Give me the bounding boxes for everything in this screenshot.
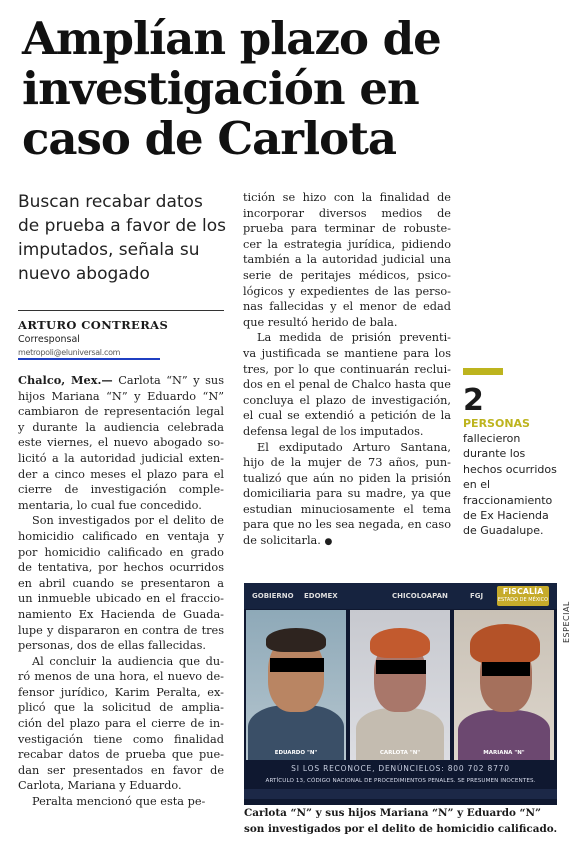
headline-line: Amplían plazo de <box>22 12 441 65</box>
subhead-line: nuevo abogado <box>18 264 150 284</box>
report-hotline: SI LOS RECONOCE, DENÚNCIELOS: 800 702 8770 <box>291 764 510 773</box>
dateline: Chalco, Mex.— <box>18 373 113 387</box>
subhead-line: imputados, señala su <box>18 240 200 260</box>
logo-gobierno: GOBIERNO <box>252 592 294 600</box>
article-line: va justificada se mantiene para los <box>243 346 451 360</box>
article-line: un inmueble ubicado en el fraccio- <box>18 592 224 606</box>
article-line: el cual se extendió a petición de la <box>243 409 451 423</box>
article-line: lupe y dispararon en contra de tres <box>18 623 224 637</box>
photo-caption: Carlota “N” y sus hijos Mariana “N” y Eduardo “N” son investigados por el delito de homicidio calificado. <box>244 807 558 835</box>
article-column-2 <box>243 190 451 551</box>
article-column-1 <box>18 373 224 810</box>
article-line: para que no les sea negada, en caso <box>243 518 451 532</box>
article-line: Carlota, Mariana y Eduardo. <box>18 779 182 793</box>
suspect-photo-eduardo <box>246 610 346 760</box>
article-line: tualizó que aún no piden la prisión <box>243 471 451 485</box>
article-paragraph <box>243 440 451 551</box>
article-line: dos en el penal de Chalco hasta que <box>243 378 451 392</box>
article-line: de solicitarla. ● <box>243 534 333 548</box>
article-line: La medida de prisión preventi- <box>257 331 451 345</box>
article-line: Chalco, Mex.— Carlota “N” y sus <box>18 373 225 387</box>
article-line: lógicos y expedientes de las perso- <box>243 284 451 298</box>
suspect-name: CARLOTA "N" <box>379 750 421 756</box>
section-label: ESPECIAL <box>562 601 571 643</box>
logo-fgj: FGJ <box>470 592 484 600</box>
article-line: defensa legal de los imputados. <box>243 424 424 438</box>
article-line: namiento Ex Hacienda de Guada- <box>18 607 224 621</box>
end-of-article-mark: ● <box>324 537 333 548</box>
article-line: cer la estrategia jurídica, pidiendo <box>243 237 451 251</box>
article-line: por homicidio calificado en grado <box>18 545 224 559</box>
article-line: plicó que la solicitud de amplia- <box>18 701 224 715</box>
sidebar-text: fallecieron durante los hechos ocurridos en el fraccionamiento de Ex Hacienda de Guadalupe. <box>463 432 557 538</box>
suspect-photo-mariana <box>454 610 554 760</box>
subheadline <box>18 190 228 286</box>
article-line: domiciliaria para su madre, ya que <box>243 487 451 501</box>
article-line: de tentativa, por hechos ocurridos <box>18 561 224 575</box>
article-line: estudian minuciosamente el tema <box>243 502 451 516</box>
sidebar-accent-bar <box>463 368 503 375</box>
author-role: Corresponsal <box>18 334 80 345</box>
article-paragraph <box>18 654 224 794</box>
article-line: fensor jurídico, Karim Peralta, ex- <box>18 685 224 699</box>
article-line: nas fallecidas y el menor de edad <box>243 300 451 314</box>
suspect-photo-carlota <box>350 610 450 760</box>
agency-logos <box>244 583 557 609</box>
headline-line: caso de Carlota <box>22 112 397 165</box>
article-line: Peralta mencionó que esta pe- <box>32 795 206 809</box>
legal-notice-strip <box>244 789 557 799</box>
article-line: tres, por lo que continuarán reclui- <box>243 362 451 376</box>
logo-fiscalia: FISCALÍA ESTADO DE MÉXICO <box>497 586 549 606</box>
byline-divider <box>18 310 224 311</box>
headline <box>22 14 572 164</box>
subhead-line: Buscan recabar datos <box>18 192 203 212</box>
logo-edomex: EDOMEX <box>304 592 338 600</box>
article-paragraph <box>18 513 224 653</box>
article-line: der a cinco meses el plazo para el <box>18 467 224 481</box>
article-line: dan ser presentados en favor de <box>18 763 224 777</box>
article-line: concluya el plazo de investigación, <box>243 393 451 407</box>
article-line: vestigación tiene como finalidad <box>18 732 224 746</box>
data-sidebar <box>463 368 583 539</box>
article-line: hijos Mariana “N” y Eduardo “N” <box>18 389 224 403</box>
author-email-link[interactable]: metropoli@eluniversal.com <box>18 348 121 357</box>
sidebar-label: PERSONAS <box>463 417 530 430</box>
article-paragraph <box>18 794 224 810</box>
article-paragraph <box>243 330 451 439</box>
article-line: ción del plazo para el cierre de in- <box>18 717 224 731</box>
logo-chicoloapan: CHICOLOAPAN <box>392 592 448 600</box>
suspects-photo <box>244 583 557 805</box>
article-paragraph <box>18 373 224 513</box>
sidebar-number: 2 <box>463 383 484 418</box>
article-line: licitó a la autoridad judicial exten- <box>18 451 224 465</box>
article-line: y durante la audiencia celebrada <box>18 420 224 434</box>
article-line: Son investigados por el delito de <box>32 514 224 528</box>
article-line: en abril cuando se presentaron a <box>18 576 224 590</box>
article-line: mentaria, lo cual fue concedido. <box>18 498 202 512</box>
article-line: ró menos de una hora, el nuevo de- <box>18 670 224 684</box>
article-line: incorporar diversos medios de <box>243 206 451 220</box>
suspect-name: EDUARDO "N" <box>274 750 318 756</box>
suspect-name: MARIANA "N" <box>483 750 525 756</box>
article-line: tición se hizo con la finalidad de <box>243 191 451 204</box>
article-line: que resultó herido de bala. <box>243 315 398 329</box>
article-line: personas, dos de ellas fallecidas. <box>18 639 206 653</box>
email-underline <box>18 358 160 360</box>
article-line: El exdiputado Arturo Santana, <box>257 440 451 454</box>
headline-line: investigación en <box>22 62 419 115</box>
article-paragraph <box>243 190 451 330</box>
legal-notice: ARTÍCULO 13, CÓDIGO NACIONAL DE PROCEDIMIENTOS PENALES. SE PRESUMEN INOCENTES. <box>265 778 536 784</box>
article-line: serie de peritajes médicos, psico- <box>243 268 451 282</box>
article-line: también a la autoridad judicial una <box>243 253 451 267</box>
article-line: este viernes, el nuevo abogado so- <box>18 436 224 450</box>
article-line: cambiaron de representación legal <box>18 405 224 419</box>
author-name: ARTURO CONTRERAS <box>18 318 169 332</box>
article-line: prueba para terminar de robuste- <box>243 222 451 236</box>
article-line: cierre de investigación comple- <box>18 483 224 497</box>
article-line: recabar datos de prueba que pue- <box>18 748 224 762</box>
subhead-line: de prueba a favor de los <box>18 216 226 236</box>
article-line: Al concluir la audiencia que du- <box>32 654 224 668</box>
article-line: hijo de la mujer de 73 años, pun- <box>243 456 451 470</box>
article-line: homicidio calificado en ventaja y <box>18 529 224 543</box>
